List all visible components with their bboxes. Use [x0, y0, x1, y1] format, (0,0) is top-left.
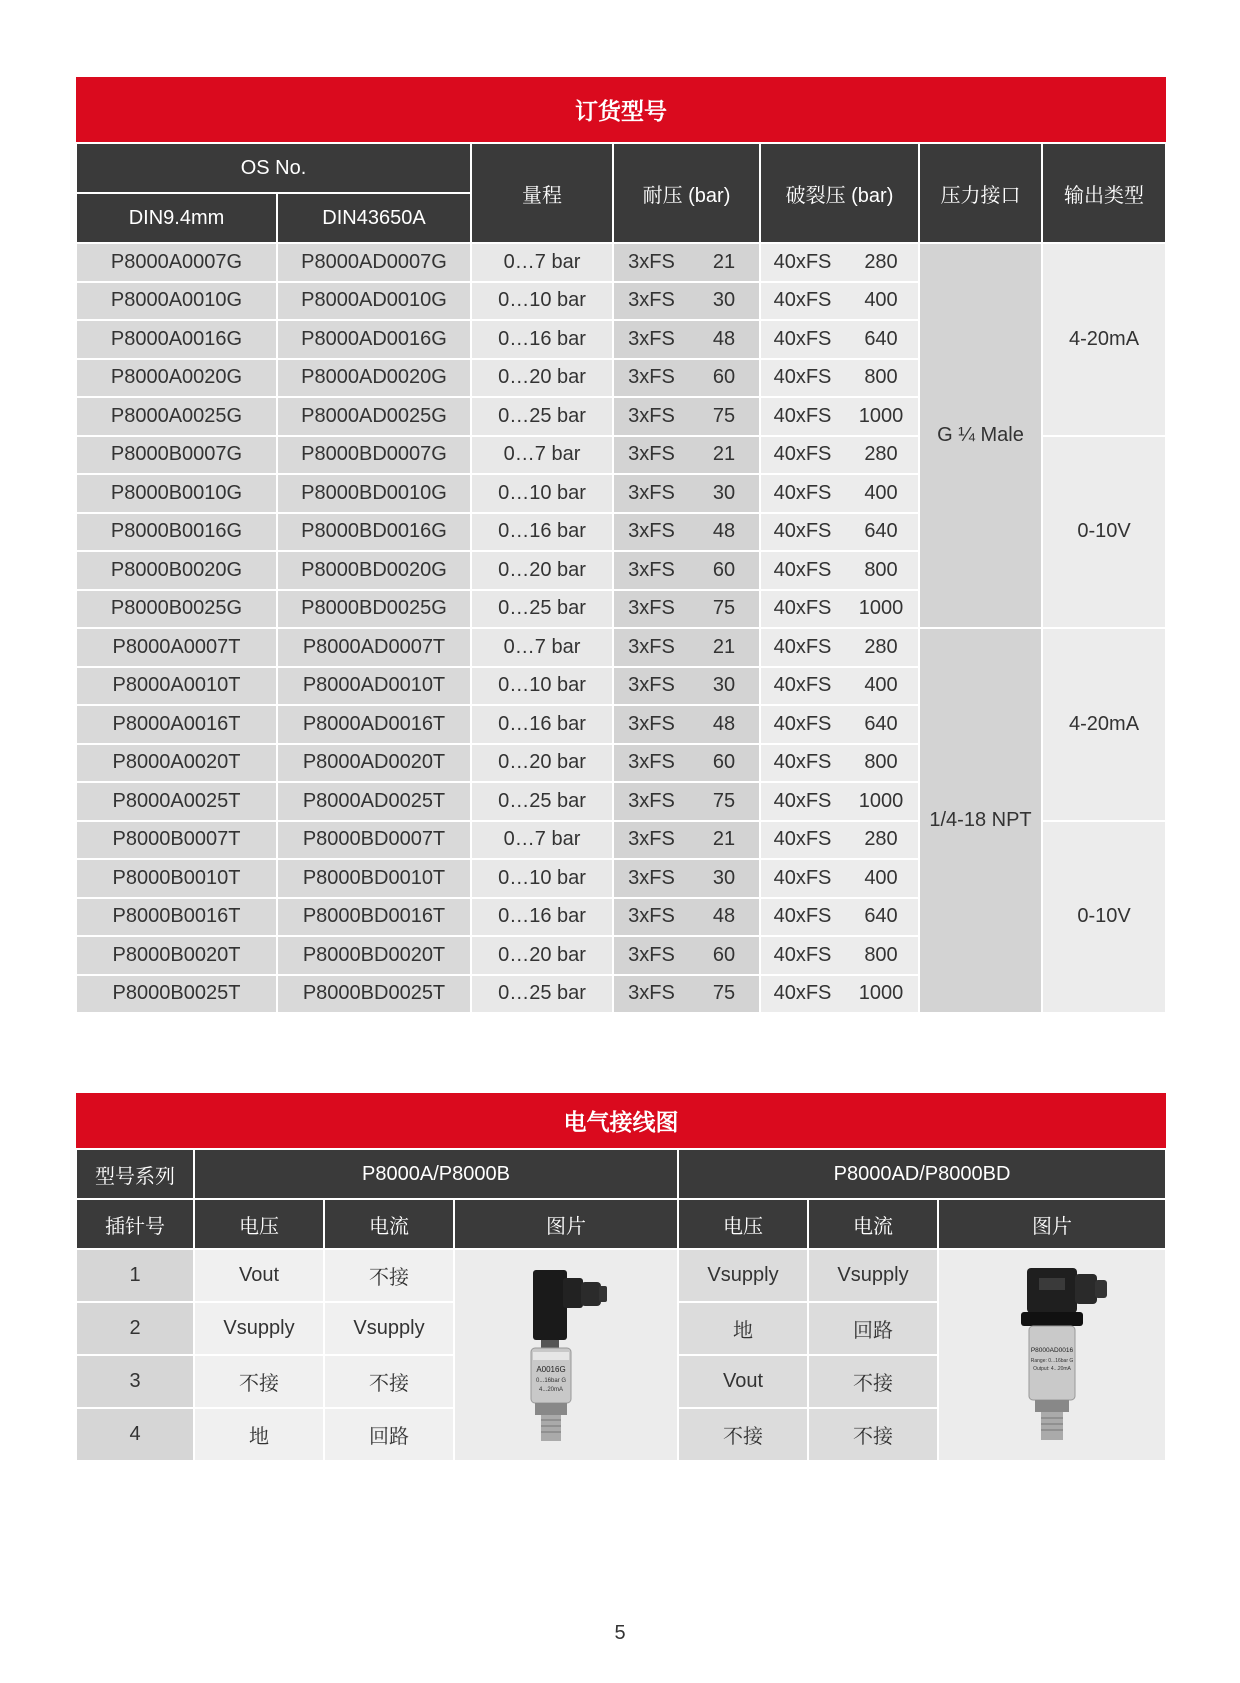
ad-voltage-cell: 地	[678, 1302, 808, 1355]
din43650a-model-cell: P8000AD0016T	[277, 705, 471, 744]
burst-value-cell: 640	[844, 513, 919, 552]
din94-model-cell: P8000B0025G	[76, 590, 277, 629]
proof-value-cell: 30	[689, 667, 760, 706]
range-cell: 0…7 bar	[471, 436, 613, 475]
burst-value-cell: 400	[844, 859, 919, 898]
proof-factor-cell: 3xFS	[613, 359, 689, 398]
ad-voltage-cell: Vsupply	[678, 1249, 808, 1302]
din43650a-header: DIN43650A	[277, 193, 471, 243]
din94-header: DIN9.4mm	[76, 193, 277, 243]
range-cell: 0…20 bar	[471, 744, 613, 783]
ordering-table	[75, 77, 1167, 1014]
pin-number: 2	[76, 1302, 194, 1355]
a-voltage-header: 电压	[194, 1199, 324, 1249]
din43650a-model-cell: P8000AD0016G	[277, 320, 471, 359]
proof-factor-cell: 3xFS	[613, 320, 689, 359]
din94-model-cell: P8000A0020T	[76, 744, 277, 783]
proof-factor-cell: 3xFS	[613, 590, 689, 629]
din94-model-cell: P8000A0010G	[76, 282, 277, 321]
din43650a-model-cell: P8000BD0007G	[277, 436, 471, 475]
proof-value-cell: 48	[689, 513, 760, 552]
proof-factor-cell: 3xFS	[613, 243, 689, 282]
range-cell: 0…25 bar	[471, 782, 613, 821]
range-cell: 0…7 bar	[471, 628, 613, 667]
a-current-cell: 不接	[324, 1355, 454, 1408]
range-header: 量程	[471, 143, 613, 243]
din43650a-model-cell: P8000BD0016T	[277, 898, 471, 937]
burst-factor-cell: 40xFS	[760, 705, 844, 744]
ordering-table-title: 订货型号	[76, 77, 1166, 143]
proof-factor-cell: 3xFS	[613, 821, 689, 860]
ad-voltage-header: 电压	[678, 1199, 808, 1249]
output-type-cell: 4-20mA	[1042, 628, 1166, 821]
din43650a-model-cell: P8000AD0010T	[277, 667, 471, 706]
svg-text:4...20mA: 4...20mA	[538, 1387, 564, 1393]
range-cell: 0…10 bar	[471, 859, 613, 898]
burst-value-cell: 280	[844, 821, 919, 860]
din43650a-model-cell: P8000BD0025G	[277, 590, 471, 629]
burst-pressure-header: 破裂压 (bar)	[760, 143, 919, 243]
svg-text:A0016G: A0016G	[536, 1365, 566, 1374]
range-cell: 0…25 bar	[471, 590, 613, 629]
din43650a-model-cell: P8000BD0010G	[277, 474, 471, 513]
wiring-table	[75, 1093, 1167, 1462]
proof-factor-cell: 3xFS	[613, 474, 689, 513]
output-type-cell: 4-20mA	[1042, 243, 1166, 436]
burst-value-cell: 1000	[844, 397, 919, 436]
page-number: 5	[614, 1622, 626, 1644]
burst-value-cell: 1000	[844, 975, 919, 1014]
output-type-cell: 0-10V	[1042, 436, 1166, 629]
proof-factor-cell: 3xFS	[613, 705, 689, 744]
a-image-header: 图片	[454, 1199, 678, 1249]
burst-factor-cell: 40xFS	[760, 320, 844, 359]
burst-factor-cell: 40xFS	[760, 397, 844, 436]
proof-value-cell: 60	[689, 359, 760, 398]
din43650a-model-cell: P8000AD0025G	[277, 397, 471, 436]
series-a-header: P8000A/P8000B	[194, 1149, 678, 1199]
wiring-table-title: 电气接线图	[76, 1093, 1166, 1149]
pin-header: 插针号	[76, 1199, 194, 1249]
burst-factor-cell: 40xFS	[760, 436, 844, 475]
a-voltage-cell: Vsupply	[194, 1302, 324, 1355]
proof-value-cell: 48	[689, 320, 760, 359]
din43650a-model-cell: P8000AD0020T	[277, 744, 471, 783]
burst-value-cell: 800	[844, 359, 919, 398]
burst-value-cell: 800	[844, 936, 919, 975]
proof-value-cell: 21	[689, 243, 760, 282]
range-cell: 0…10 bar	[471, 282, 613, 321]
din43650a-model-cell: P8000BD0007T	[277, 821, 471, 860]
din43650a-model-cell: P8000AD0020G	[277, 359, 471, 398]
ordering-table-row	[76, 628, 1166, 667]
burst-factor-cell: 40xFS	[760, 359, 844, 398]
din43650a-model-cell: P8000BD0020T	[277, 936, 471, 975]
burst-value-cell: 800	[844, 744, 919, 783]
pin-number: 1	[76, 1249, 194, 1302]
proof-factor-cell: 3xFS	[613, 282, 689, 321]
range-cell: 0…20 bar	[471, 936, 613, 975]
range-cell: 0…7 bar	[471, 821, 613, 860]
ordering-table-body	[76, 243, 1166, 1013]
range-cell: 0…16 bar	[471, 705, 613, 744]
din94-model-cell: P8000B0007G	[76, 436, 277, 475]
proof-value-cell: 48	[689, 705, 760, 744]
range-cell: 0…20 bar	[471, 551, 613, 590]
proof-factor-cell: 3xFS	[613, 782, 689, 821]
series-label: 型号系列	[76, 1149, 194, 1199]
din43650a-model-cell: P8000BD0025T	[277, 975, 471, 1014]
a-current-cell: Vsupply	[324, 1302, 454, 1355]
output-type-header: 输出类型	[1042, 143, 1166, 243]
burst-factor-cell: 40xFS	[760, 513, 844, 552]
din94-model-cell: P8000B0010T	[76, 859, 277, 898]
burst-factor-cell: 40xFS	[760, 821, 844, 860]
burst-factor-cell: 40xFS	[760, 782, 844, 821]
proof-value-cell: 60	[689, 744, 760, 783]
din43650a-model-cell: P8000BD0020G	[277, 551, 471, 590]
proof-value-cell: 75	[689, 975, 760, 1014]
din94-model-cell: P8000A0007T	[76, 628, 277, 667]
range-cell: 0…16 bar	[471, 320, 613, 359]
burst-factor-cell: 40xFS	[760, 628, 844, 667]
proof-factor-cell: 3xFS	[613, 397, 689, 436]
a-voltage-cell: 地	[194, 1408, 324, 1461]
burst-value-cell: 280	[844, 436, 919, 475]
series-ad-header: P8000AD/P8000BD	[678, 1149, 1166, 1199]
proof-factor-cell: 3xFS	[613, 667, 689, 706]
din94-model-cell: P8000B0025T	[76, 975, 277, 1014]
proof-value-cell: 75	[689, 397, 760, 436]
proof-value-cell: 30	[689, 474, 760, 513]
pin-number: 3	[76, 1355, 194, 1408]
din94-model-cell: P8000B0010G	[76, 474, 277, 513]
burst-factor-cell: 40xFS	[760, 936, 844, 975]
pressure-transmitter-din-image	[987, 1260, 1117, 1450]
burst-factor-cell: 40xFS	[760, 474, 844, 513]
range-cell: 0…16 bar	[471, 898, 613, 937]
proof-factor-cell: 3xFS	[613, 628, 689, 667]
range-cell: 0…10 bar	[471, 474, 613, 513]
proof-factor-cell: 3xFS	[613, 859, 689, 898]
din43650a-model-cell: P8000AD0007G	[277, 243, 471, 282]
proof-value-cell: 21	[689, 821, 760, 860]
burst-value-cell: 280	[844, 243, 919, 282]
proof-factor-cell: 3xFS	[613, 513, 689, 552]
svg-text:0...16bar G: 0...16bar G	[535, 1378, 567, 1384]
ad-voltage-cell: 不接	[678, 1408, 808, 1461]
ad-voltage-cell: Vout	[678, 1355, 808, 1408]
proof-factor-cell: 3xFS	[613, 898, 689, 937]
burst-factor-cell: 40xFS	[760, 282, 844, 321]
proof-factor-cell: 3xFS	[613, 936, 689, 975]
proof-value-cell: 60	[689, 936, 760, 975]
transmitter-ad-image-cell	[938, 1249, 1166, 1461]
range-cell: 0…7 bar	[471, 243, 613, 282]
svg-text:Range: 0...16bar G: Range: 0...16bar G	[1030, 1358, 1074, 1364]
proof-pressure-header: 耐压 (bar)	[613, 143, 760, 243]
burst-factor-cell: 40xFS	[760, 975, 844, 1014]
a-voltage-cell: 不接	[194, 1355, 324, 1408]
proof-factor-cell: 3xFS	[613, 744, 689, 783]
burst-value-cell: 640	[844, 898, 919, 937]
din94-model-cell: P8000B0016G	[76, 513, 277, 552]
proof-factor-cell: 3xFS	[613, 551, 689, 590]
pressure-port-header: 压力接口	[919, 143, 1042, 243]
a-current-cell: 不接	[324, 1249, 454, 1302]
burst-factor-cell: 40xFS	[760, 667, 844, 706]
din43650a-model-cell: P8000AD0025T	[277, 782, 471, 821]
din94-model-cell: P8000A0025T	[76, 782, 277, 821]
output-type-cell: 0-10V	[1042, 821, 1166, 1014]
proof-value-cell: 75	[689, 590, 760, 629]
os-no-header: OS No.	[76, 143, 471, 193]
din94-model-cell: P8000B0020G	[76, 551, 277, 590]
burst-factor-cell: 40xFS	[760, 898, 844, 937]
burst-value-cell: 800	[844, 551, 919, 590]
burst-value-cell: 640	[844, 320, 919, 359]
burst-factor-cell: 40xFS	[760, 744, 844, 783]
ad-image-header: 图片	[938, 1199, 1166, 1249]
range-cell: 0…25 bar	[471, 397, 613, 436]
din43650a-model-cell: P8000BD0010T	[277, 859, 471, 898]
proof-value-cell: 48	[689, 898, 760, 937]
range-cell: 0…25 bar	[471, 975, 613, 1014]
a-voltage-cell: Vout	[194, 1249, 324, 1302]
proof-value-cell: 30	[689, 859, 760, 898]
burst-value-cell: 1000	[844, 782, 919, 821]
din94-model-cell: P8000A0016G	[76, 320, 277, 359]
burst-factor-cell: 40xFS	[760, 551, 844, 590]
proof-value-cell: 21	[689, 628, 760, 667]
din94-model-cell: P8000A0016T	[76, 705, 277, 744]
burst-factor-cell: 40xFS	[760, 243, 844, 282]
proof-factor-cell: 3xFS	[613, 436, 689, 475]
din94-model-cell: P8000A0025G	[76, 397, 277, 436]
din94-model-cell: P8000B0020T	[76, 936, 277, 975]
proof-value-cell: 21	[689, 436, 760, 475]
proof-factor-cell: 3xFS	[613, 975, 689, 1014]
range-cell: 0…20 bar	[471, 359, 613, 398]
ad-current-cell: 不接	[808, 1355, 938, 1408]
proof-value-cell: 30	[689, 282, 760, 321]
ad-current-cell: 回路	[808, 1302, 938, 1355]
burst-value-cell: 1000	[844, 590, 919, 629]
pin-number: 4	[76, 1408, 194, 1461]
burst-value-cell: 280	[844, 628, 919, 667]
a-current-cell: 回路	[324, 1408, 454, 1461]
burst-value-cell: 400	[844, 282, 919, 321]
burst-factor-cell: 40xFS	[760, 859, 844, 898]
din94-model-cell: P8000A0020G	[76, 359, 277, 398]
din94-model-cell: P8000A0010T	[76, 667, 277, 706]
pressure-port-cell: 1/4-18 NPT	[919, 628, 1042, 1013]
burst-value-cell: 400	[844, 474, 919, 513]
transmitter-a-image-cell	[454, 1249, 678, 1461]
din43650a-model-cell: P8000AD0010G	[277, 282, 471, 321]
din43650a-model-cell: P8000AD0007T	[277, 628, 471, 667]
range-cell: 0…16 bar	[471, 513, 613, 552]
svg-text:Output: 4...20mA: Output: 4...20mA	[1033, 1366, 1071, 1372]
proof-value-cell: 75	[689, 782, 760, 821]
burst-value-cell: 400	[844, 667, 919, 706]
ordering-table-row	[76, 243, 1166, 282]
proof-value-cell: 60	[689, 551, 760, 590]
ad-current-header: 电流	[808, 1199, 938, 1249]
svg-text:P8000AD0016: P8000AD0016	[1030, 1347, 1074, 1354]
din94-model-cell: P8000B0007T	[76, 821, 277, 860]
pressure-transmitter-image	[511, 1260, 621, 1450]
din94-model-cell: P8000A0007G	[76, 243, 277, 282]
range-cell: 0…10 bar	[471, 667, 613, 706]
din43650a-model-cell: P8000BD0016G	[277, 513, 471, 552]
ad-current-cell: 不接	[808, 1408, 938, 1461]
din94-model-cell: P8000B0016T	[76, 898, 277, 937]
burst-value-cell: 640	[844, 705, 919, 744]
a-current-header: 电流	[324, 1199, 454, 1249]
ad-current-cell: Vsupply	[808, 1249, 938, 1302]
burst-factor-cell: 40xFS	[760, 590, 844, 629]
pressure-port-cell: G ¼ Male	[919, 243, 1042, 628]
